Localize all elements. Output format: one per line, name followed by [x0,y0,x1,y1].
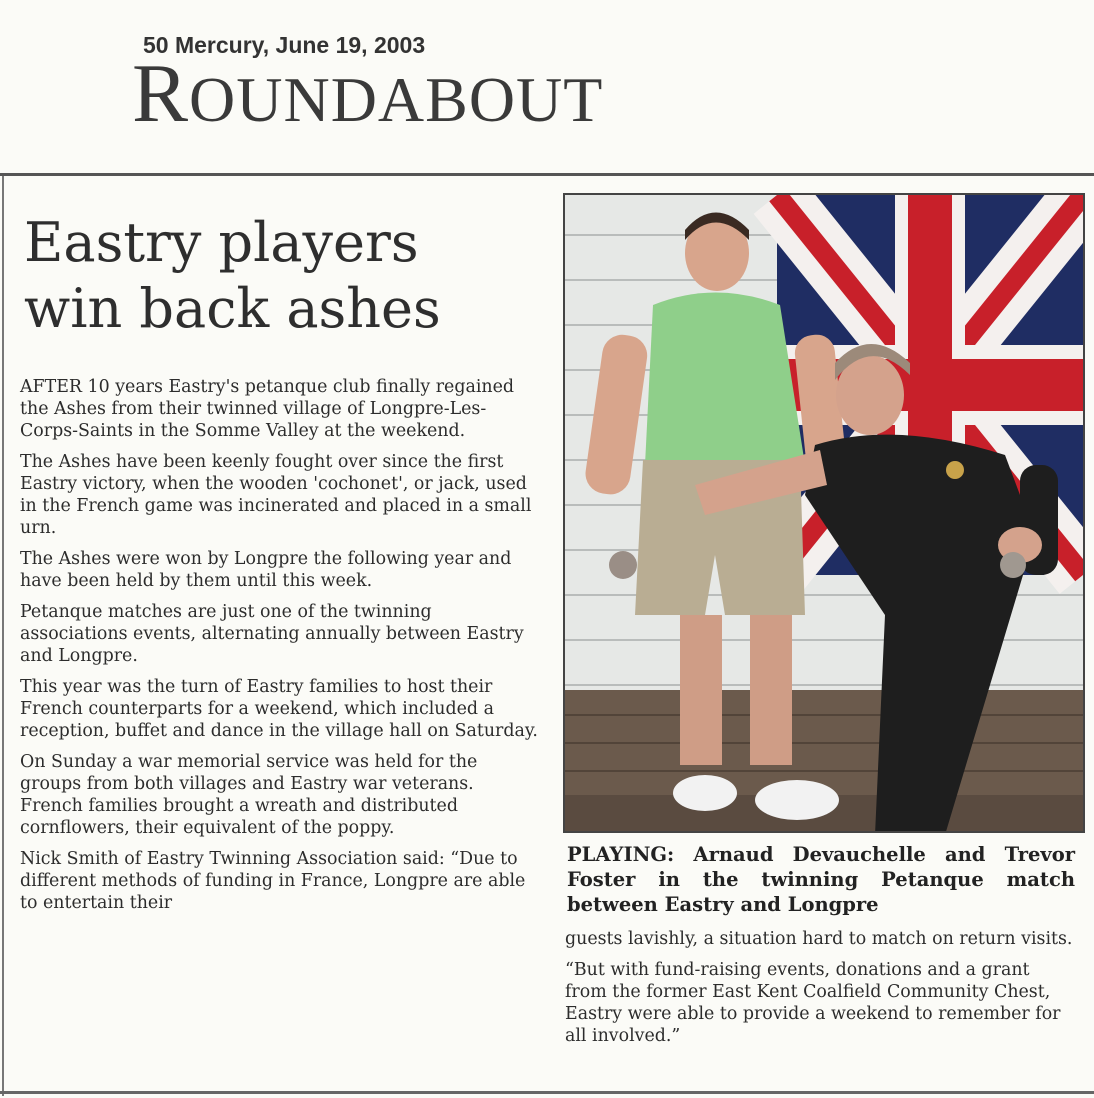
paragraph: Petanque matches are just one of the twinning associations events, alternating annually between Eastry and Longpre. [20,602,524,666]
section-title [132,47,604,140]
paragraph: Nick Smith of Eastry Twinning Association said: “Due to different methods of funding in France, Longpre are able to entertain their [20,849,526,913]
photo-caption: PLAYING: Arnaud Devauchelle and Trevor Foster in the twinning Petanque match between Eastry and Longpre [567,843,1075,916]
masthead-date-line: 50 Mercury, June 19, 2003 [143,32,426,58]
headline-line-2: win back ashes [24,277,441,340]
left-column [20,376,538,923]
photo-illustration [565,195,1083,831]
paragraph: guests lavishly, a situation hard to match on return visits. [565,929,1073,949]
paragraph: The Ashes were won by Longpre the following year and have been held by them until this week. [20,549,512,591]
paragraph: The Ashes have been keenly fought over since the first Eastry victory, when the wooden 'cochonet', or jack, used in the French game was incinerated and placed in a small urn. [20,452,532,538]
left-border [2,176,4,1096]
right-column [565,928,1075,1056]
section-title-initial: R [132,47,190,140]
article-photo [563,193,1085,833]
paragraph: AFTER 10 years Eastry's petanque club finally regained the Ashes from their twinned village of Longpre-Les-Corps-Saints in the Somme Valley at the weekend. [20,377,515,441]
headline-line-1: Eastry players [24,211,419,274]
top-rule [0,173,1094,176]
article-headline [24,210,554,342]
section-title-rest: OUNDABOUT [189,64,604,135]
paragraph: “But with fund-raising events, donations and a grant from the former East Kent Coalfield Community Chest, Eastry were able to provide a weekend to remember for all involved.” [565,960,1061,1046]
bottom-rule [0,1091,1094,1094]
paragraph: This year was the turn of Eastry families to host their French counterparts for a weekend, which included a reception, buffet and dance in the village hall on Saturday. [20,677,538,741]
paragraph: On Sunday a war memorial service was held for the groups from both villages and Eastry war veterans. French families brought a wreath and distributed cornflowers, their equivalent of the poppy. [20,752,478,838]
